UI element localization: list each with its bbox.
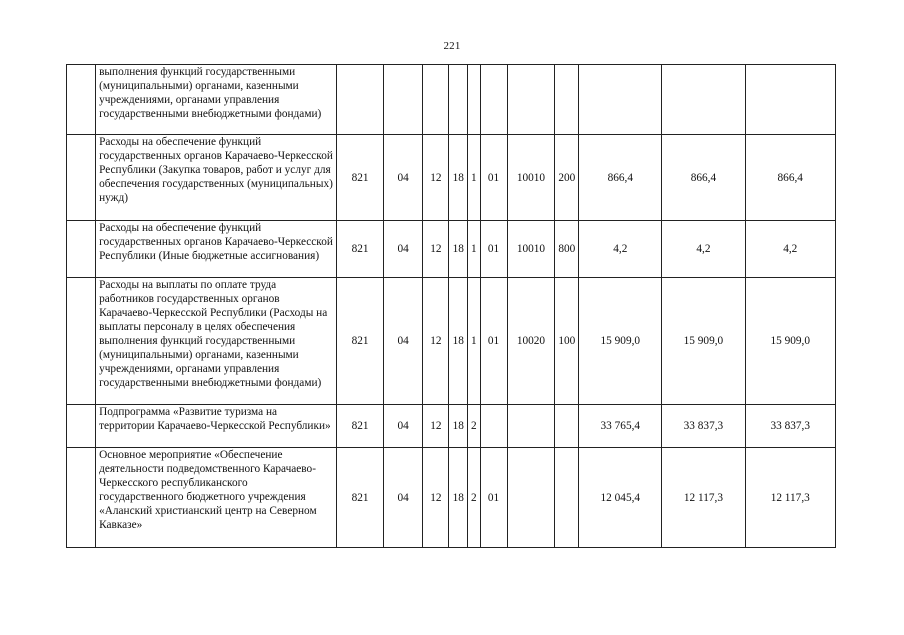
amount-year2-cell: 866,4	[662, 135, 745, 221]
expense-name-cell: Расходы на обеспечение функций государственных органов Карачаево-Черкесской Республики (Закупка товаров, работ и услуг для обеспечения государственных (муниципальных) нужд)	[96, 135, 337, 221]
expense-name-cell: Расходы на обеспечение функций государственных органов Карачаево-Черкесской Республики (Иные бюджетные ассигнования)	[96, 221, 337, 278]
amount-year3-cell: 12 117,3	[745, 448, 836, 548]
program-code-cell: 18	[449, 448, 468, 548]
section-code-cell: 04	[383, 278, 422, 405]
table-row	[67, 278, 836, 405]
expense-name-cell: Подпрограмма «Развитие туризма на территории Карачаево-Черкесской Республики»	[96, 405, 337, 448]
ministry-code-cell: 821	[337, 135, 384, 221]
expense-name-cell: Расходы на выплаты по оплате труда работников государственных органов Карачаево-Черкесской Республики (Расходы на выплаты персоналу в целях обеспечения выполнения функций государственными (муниципальными) органами, казенными учреждениями, органами управления государственными внебюджетными фондами)	[96, 278, 337, 405]
subprogram-code-cell: 1	[468, 278, 480, 405]
amount-year1-cell: 12 045,4	[579, 448, 662, 548]
expense-type-code-cell: 200	[555, 135, 579, 221]
row-number-cell	[67, 278, 96, 405]
subsection-code-cell: 12	[423, 405, 449, 448]
activity-code-cell: 01	[480, 135, 507, 221]
ministry-code-cell: 821	[337, 405, 384, 448]
row-number-cell	[67, 405, 96, 448]
row-number-cell	[67, 135, 96, 221]
program-code-cell: 18	[449, 221, 468, 278]
subsection-code-cell: 12	[423, 448, 449, 548]
section-code-cell: 04	[383, 405, 422, 448]
activity-code-cell: 01	[480, 448, 507, 548]
direction-code-cell: 10010	[507, 221, 555, 278]
subprogram-code-cell: 2	[468, 405, 480, 448]
budget-table	[66, 64, 836, 548]
activity-code-cell	[480, 405, 507, 448]
amount-year1-cell: 15 909,0	[579, 278, 662, 405]
subprogram-code-cell: 2	[468, 448, 480, 548]
expense-type-code-cell	[555, 448, 579, 548]
section-code-cell: 04	[383, 135, 422, 221]
row-number-cell	[67, 448, 96, 548]
amount-year3-cell: 15 909,0	[745, 278, 836, 405]
expense-name-cell: выполнения функций государственными (муниципальными) органами, казенными учреждениями, органами управления государственными внебюджетными фондами)	[96, 65, 337, 135]
amount-year3-cell: 33 837,3	[745, 405, 836, 448]
subsection-code-cell: 12	[423, 221, 449, 278]
amount-year2-cell: 4,2	[662, 221, 745, 278]
ministry-code-cell: 821	[337, 448, 384, 548]
amount-year3-cell: 4,2	[745, 221, 836, 278]
page-number: 221	[443, 40, 461, 52]
row-number-cell	[67, 221, 96, 278]
table-row	[67, 221, 836, 278]
activity-code-cell: 01	[480, 278, 507, 405]
section-code-cell: 04	[383, 221, 422, 278]
section-code-cell: 04	[383, 448, 422, 548]
ministry-code-cell: 821	[337, 221, 384, 278]
program-code-cell	[449, 65, 468, 135]
table-row	[67, 65, 836, 135]
direction-code-cell: 10010	[507, 135, 555, 221]
subsection-code-cell	[423, 65, 449, 135]
activity-code-cell	[480, 65, 507, 135]
expense-type-code-cell: 800	[555, 221, 579, 278]
ministry-code-cell	[337, 65, 384, 135]
amount-year2-cell: 33 837,3	[662, 405, 745, 448]
amount-year1-cell	[579, 65, 662, 135]
amount-year1-cell: 4,2	[579, 221, 662, 278]
subsection-code-cell: 12	[423, 278, 449, 405]
program-code-cell: 18	[449, 278, 468, 405]
expense-name-cell: Основное мероприятие «Обеспечение деятельности подведомственного Карачаево-Черкесского республиканского государственного бюджетного учреждения «Аланский христианский центр на Северном Кавказе»	[96, 448, 337, 548]
subprogram-code-cell	[468, 65, 480, 135]
subprogram-code-cell: 1	[468, 221, 480, 278]
subsection-code-cell: 12	[423, 135, 449, 221]
direction-code-cell	[507, 405, 555, 448]
amount-year3-cell: 866,4	[745, 135, 836, 221]
amount-year2-cell	[662, 65, 745, 135]
direction-code-cell	[507, 448, 555, 548]
amount-year1-cell: 33 765,4	[579, 405, 662, 448]
program-code-cell: 18	[449, 405, 468, 448]
row-number-cell	[67, 65, 96, 135]
subprogram-code-cell: 1	[468, 135, 480, 221]
ministry-code-cell: 821	[337, 278, 384, 405]
expense-type-code-cell	[555, 65, 579, 135]
table-row	[67, 135, 836, 221]
table-row	[67, 448, 836, 548]
amount-year2-cell: 12 117,3	[662, 448, 745, 548]
program-code-cell: 18	[449, 135, 468, 221]
section-code-cell	[383, 65, 422, 135]
expense-type-code-cell: 100	[555, 278, 579, 405]
direction-code-cell	[507, 65, 555, 135]
amount-year3-cell	[745, 65, 836, 135]
expense-type-code-cell	[555, 405, 579, 448]
amount-year1-cell: 866,4	[579, 135, 662, 221]
amount-year2-cell: 15 909,0	[662, 278, 745, 405]
table-row	[67, 405, 836, 448]
activity-code-cell: 01	[480, 221, 507, 278]
direction-code-cell: 10020	[507, 278, 555, 405]
